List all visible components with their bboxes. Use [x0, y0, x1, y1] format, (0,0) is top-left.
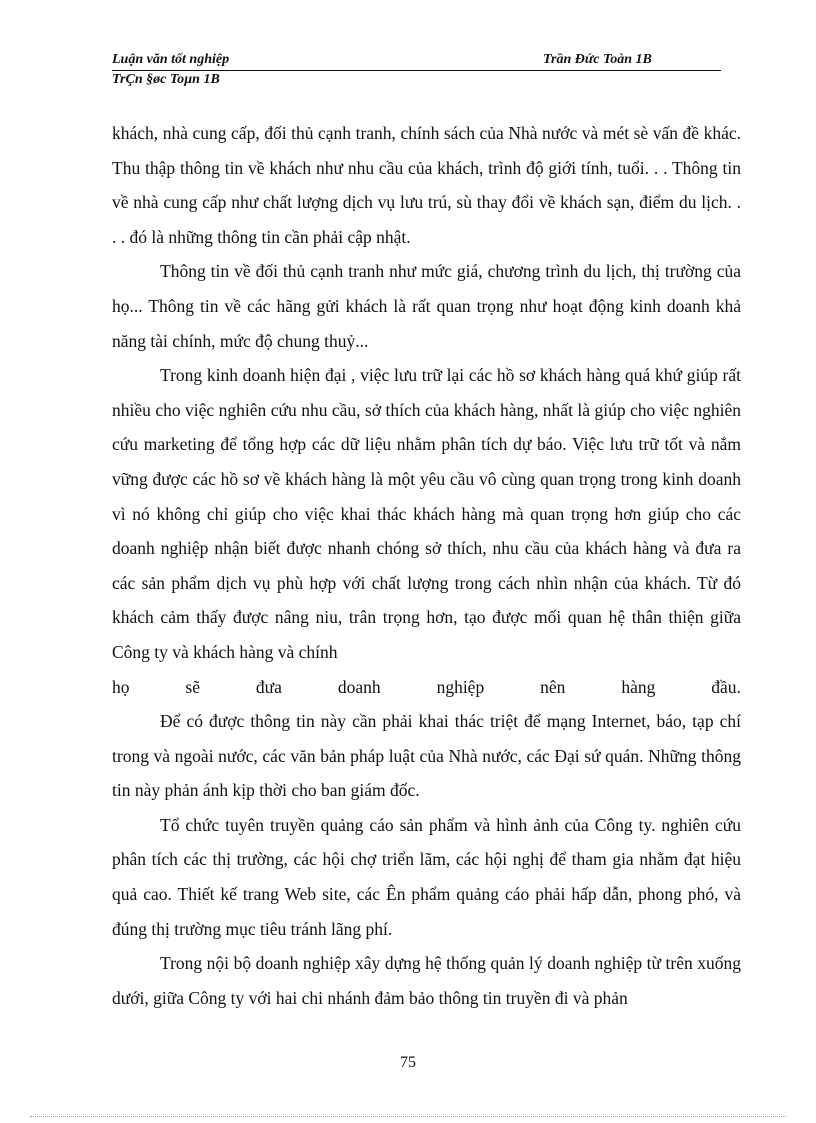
word: đưa [255, 676, 282, 697]
header-thesis-title: Luận văn tốt nghiệp [112, 52, 230, 67]
word: nghiệp [436, 676, 485, 697]
header-author-name: Trần Đức Toàn 1B [543, 52, 652, 67]
word: hàng [621, 676, 656, 697]
paragraph-3: Trong kinh doanh hiện đại , việc lưu trữ lại các hồ sơ khách hàng quá khứ giúp rất nhiều cho việc nghiên cứu nhu cầu, sở thích của khách hàng, nhất là giúp cho việc nghiên cứu marketing để tổng hợp các dữ liệu nhằm phân tích dự báo. Việc lưu trữ tốt và nắm vững được các hồ sơ về khách hàng là một yêu cầu vô cùng quan trọng trong kinh doanh vì nó không chỉ giúp cho việc khai thác khách hàng mà quan trọng hơn giúp cho các doanh nghiệp nhận biết được nhanh chóng sở thích, nhu cầu của khách hàng và đưa ra các sản phẩm dịch vụ phù hợp với chất lượng trong cách nhìn nhận của khách. Từ đó khách cảm thấy được nâng niu, trân trọng hơn, tạo được mối quan hệ thân thiện giữa Công ty và khách hàng và chính [112, 365, 741, 662]
page-number: 75 [400, 1054, 416, 1071]
word: nên [540, 676, 566, 697]
paragraph-5: Tổ chức tuyên truyền quảng cáo sản phẩm và hình ảnh của Công ty. nghiên cứu phân tích các thị trường, các hội chợ triển lãm, các hội nghị để tham gia nhằm đạt hiệu quả cao. Thiết kế trang Web site, các Ên phẩm quảng cáo phải hấp dẫn, phong phó, và đúng thị trường mục tiêu tránh lãng phí. [112, 814, 741, 939]
word: đầu. [711, 676, 741, 697]
footer-divider [30, 1116, 786, 1117]
word: doanh [337, 676, 381, 697]
paragraph-3-last-line [112, 670, 741, 705]
word: sẽ [185, 676, 200, 697]
paragraph-6: Trong nội bộ doanh nghiệp xây dựng hệ thống quản lý doanh nghiệp từ trên xuống dưới, giữa Công ty với hai chi nhánh đảm bảo thông tin truyền đi và phản [112, 953, 741, 1008]
word: họ [112, 676, 130, 697]
paragraph-1: khách, nhà cung cấp, đối thủ cạnh tranh, chính sách của Nhà nước và mét sè vấn đề khác. Thu thập thông tin về khách như nhu cầu của khách, trình độ giới tính, tuổi. . . Thông tin về nhà cung cấp như chất lượng dịch vụ lưu trú, sù thay đổi về khách sạn, điểm du lịch. . . . đó là những thông tin cần phải cập nhật. [112, 123, 741, 247]
paragraph-2: Thông tin về đối thủ cạnh tranh như mức giá, chương trình du lịch, thị trường của họ... Thông tin về các hãng gửi khách là rất quan trọng như hoạt động kinh doanh khả năng tài chính, mức độ chung thuỷ... [112, 261, 741, 351]
paragraph-4: Để có được thông tin này cần phải khai thác triệt để mạng Internet, báo, tạp chí trong và ngoài nước, các văn bản pháp luật của Nhà nước, các Đại sứ quán. Những thông tin này phản ánh kịp thời cho ban giám đốc. [112, 711, 741, 801]
body-text [112, 116, 741, 1015]
header-divider [112, 70, 721, 71]
header-author-garbled: TrÇn §øc Toµn 1B [112, 72, 220, 87]
